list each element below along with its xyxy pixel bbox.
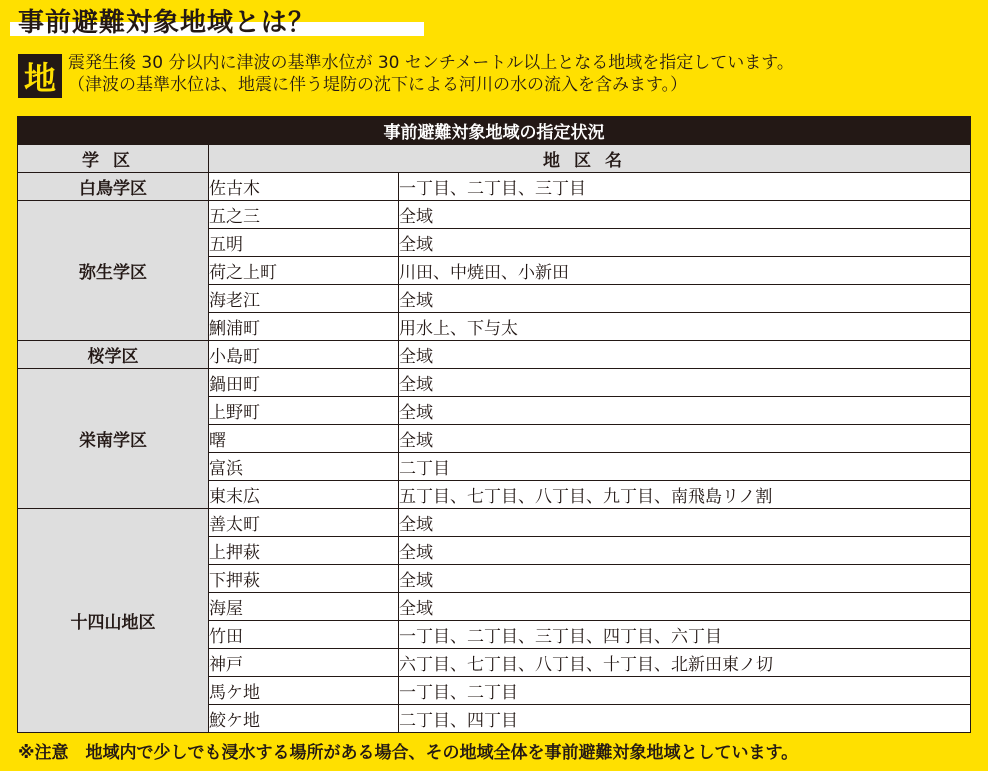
district-detail-cell: 五丁目、七丁目、八丁目、九丁目、南飛島リノ割 — [399, 481, 971, 509]
place-name-cell: 善太町 — [209, 509, 399, 537]
district-detail-cell: 一丁目、二丁目 — [399, 677, 971, 705]
district-detail-cell: 一丁目、二丁目、三丁目、四丁目、六丁目 — [399, 621, 971, 649]
school-district-cell: 栄南学区 — [18, 369, 209, 509]
district-detail-cell: 一丁目、二丁目、三丁目 — [399, 173, 971, 201]
district-detail-cell: 二丁目、四丁目 — [399, 705, 971, 733]
table-caption: 事前避難対象地域の指定状況 — [18, 117, 971, 145]
district-detail-cell: 用水上、下与太 — [399, 313, 971, 341]
place-name-cell: 海老江 — [209, 285, 399, 313]
place-name-cell: 神戸 — [209, 649, 399, 677]
place-name-cell: 下押萩 — [209, 565, 399, 593]
place-name-cell: 荷之上町 — [209, 257, 399, 285]
district-detail-cell: 全域 — [399, 229, 971, 257]
table-row — [18, 173, 971, 201]
district-detail-cell: 全域 — [399, 285, 971, 313]
description — [68, 52, 794, 96]
place-name-cell: 馬ケ地 — [209, 677, 399, 705]
caution-note: ※注意 地域内で少しでも浸水する場所がある場合、その地域全体を事前避難対象地域としています。 — [18, 743, 799, 763]
chi-badge: 地 — [18, 54, 62, 98]
district-detail-cell: 全域 — [399, 341, 971, 369]
designation-table — [17, 116, 971, 733]
place-name-cell: 五之三 — [209, 201, 399, 229]
place-name-cell: 鮫ケ地 — [209, 705, 399, 733]
school-district-cell: 十四山地区 — [18, 509, 209, 733]
place-name-cell: 富浜 — [209, 453, 399, 481]
district-detail-cell: 全域 — [399, 425, 971, 453]
district-detail-cell: 川田、中焼田、小新田 — [399, 257, 971, 285]
table-row — [18, 341, 971, 369]
page-title: 事前避難対象地域とは？ — [18, 8, 316, 38]
district-detail-cell: 全域 — [399, 201, 971, 229]
district-detail-cell: 全域 — [399, 509, 971, 537]
description-line-1: 震発生後 30 分以内に津波の基準水位が 30 センチメートル以上となる地域を指定しています。 — [68, 53, 794, 73]
district-detail-cell: 二丁目 — [399, 453, 971, 481]
place-name-cell: 曙 — [209, 425, 399, 453]
place-name-cell: 東末広 — [209, 481, 399, 509]
table-body — [18, 173, 971, 733]
place-name-cell: 五明 — [209, 229, 399, 257]
district-detail-cell: 全域 — [399, 537, 971, 565]
district-detail-cell: 全域 — [399, 369, 971, 397]
school-district-cell: 弥生学区 — [18, 201, 209, 341]
table-row — [18, 369, 971, 397]
place-name-cell: 上野町 — [209, 397, 399, 425]
place-name-cell: 竹田 — [209, 621, 399, 649]
district-detail-cell: 全域 — [399, 397, 971, 425]
school-district-cell: 桜学区 — [18, 341, 209, 369]
place-name-cell: 海屋 — [209, 593, 399, 621]
place-name-cell: 鍋田町 — [209, 369, 399, 397]
place-name-cell: 鯏浦町 — [209, 313, 399, 341]
table-header-row — [18, 145, 971, 173]
district-detail-cell: 全域 — [399, 565, 971, 593]
header-area: 地区名 — [209, 145, 971, 173]
school-district-cell: 白鳥学区 — [18, 173, 209, 201]
district-detail-cell: 六丁目、七丁目、八丁目、十丁目、北新田東ノ切 — [399, 649, 971, 677]
place-name-cell: 小島町 — [209, 341, 399, 369]
table-row — [18, 509, 971, 537]
place-name-cell: 上押萩 — [209, 537, 399, 565]
table-row — [18, 201, 971, 229]
header-school: 学区 — [18, 145, 209, 173]
district-detail-cell: 全域 — [399, 593, 971, 621]
description-line-2: （津波の基準水位は、地震に伴う堤防の沈下による河川の水の流入を含みます。） — [68, 75, 688, 95]
table-caption-row — [18, 117, 971, 145]
place-name-cell: 佐古木 — [209, 173, 399, 201]
